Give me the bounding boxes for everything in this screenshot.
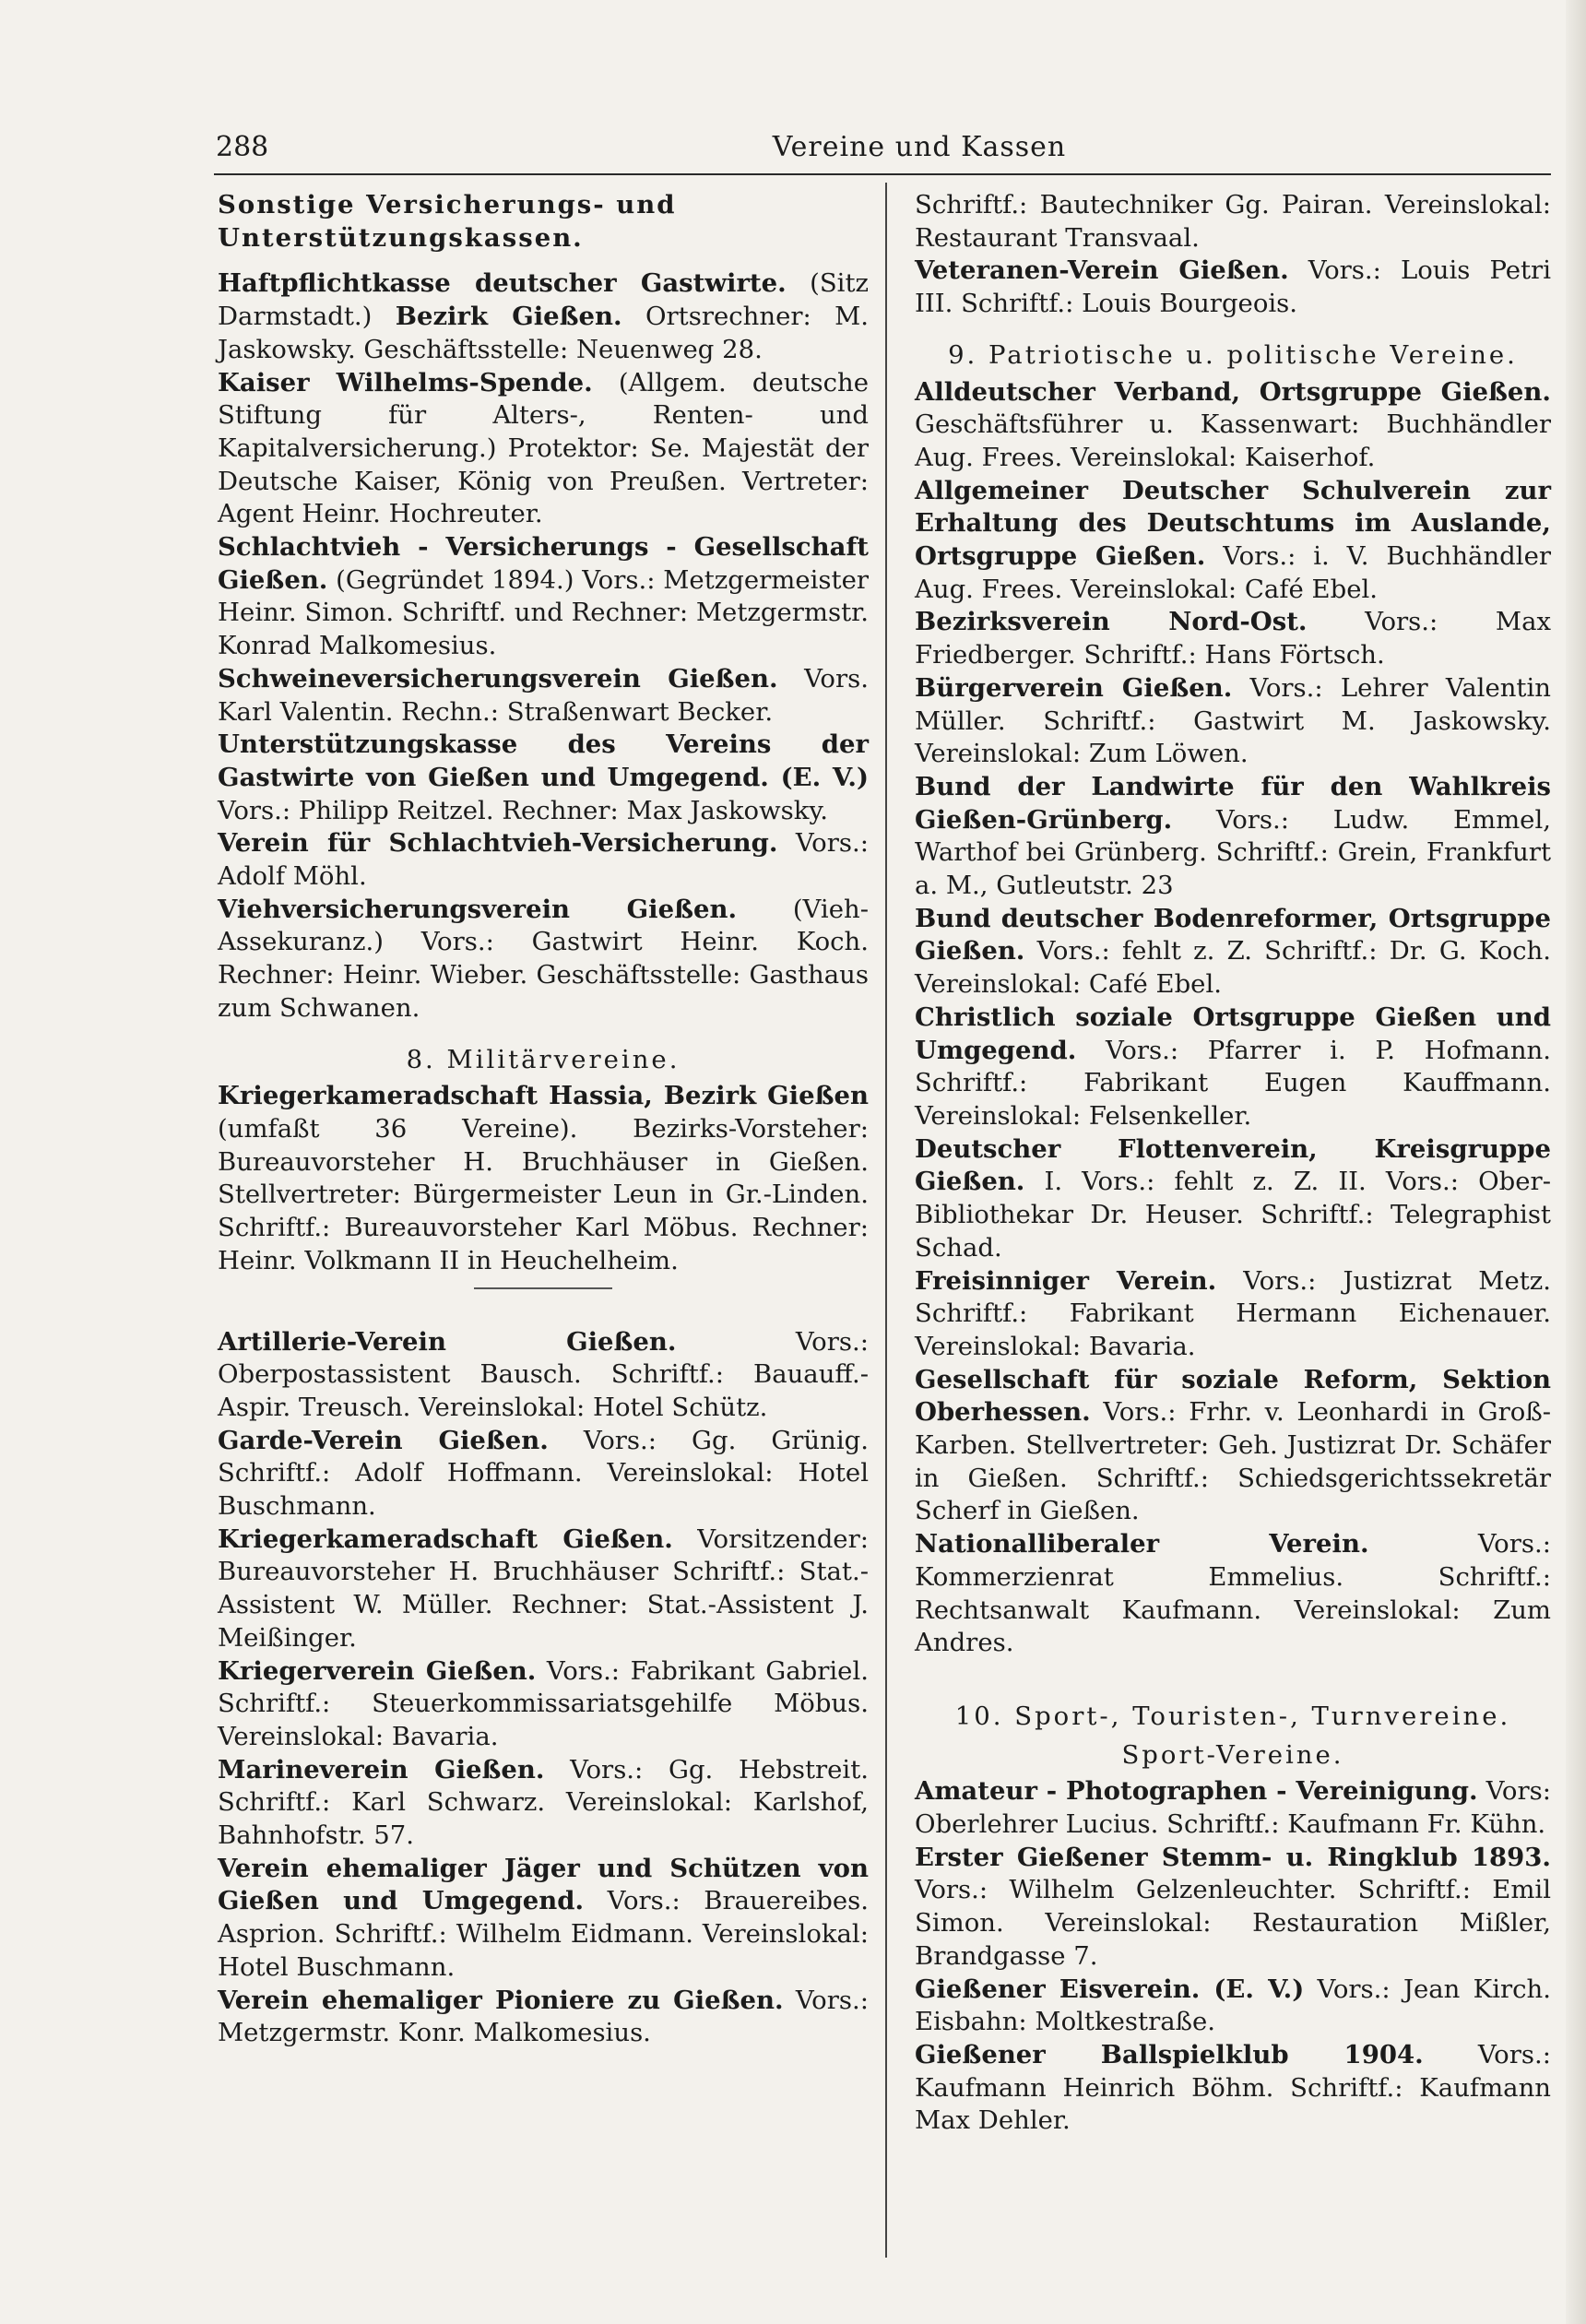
entry <box>915 475 1551 607</box>
entry-text: Vors.: Justizrat Metz. Schriftf.: Fabrikant Hermann Eichenauer. Vereinslokal: Bavaria. <box>915 1265 1551 1361</box>
entry-text: Vors.: Fabrikant Gabriel. Schriftf.: Steuerkommissariatsgehilfe Möbus. Vereinslokal: Bavaria. <box>218 1655 869 1751</box>
section-divider <box>474 1287 612 1289</box>
entry-text: Vorsitzender: Bureauvorsteher H. Bruchhäuser Schriftf.: Stat.-Assistent W. Müller. Rechner: Stat.-Assistent J. Meißinger. <box>218 1524 869 1653</box>
entry-text: Vors.: Gg. Grünig. Schriftf.: Adolf Hoffmann. Vereinslokal: Hotel Buschmann. <box>218 1425 869 1522</box>
entry-text: Vors.: Max Friedberger. Schriftf.: Hans Förtsch. <box>915 607 1551 670</box>
entry-title: Unterstützungskasse des Vereins der Gastwirte von Gießen und Umgegend. (E. V.) <box>218 729 869 792</box>
entry-text: (Allgem. deutsche Stiftung für Alters-, Renten- und Kapitalversicherung.) Protektor: Se. Majestät der Deutsche Kaiser, König von Preußen. Vertreter: Agent Heinr. Hochreuter. <box>218 367 870 529</box>
section-heading-military: 8. Militärvereine. <box>406 1044 681 1074</box>
entry-title: Allgemeiner Deutscher Schulverein zur Erhaltung des Deutschtums im Auslande, Ortsgruppe Gießen. <box>915 475 1551 572</box>
entry-title: Kriegerkameradschaft Hassia, Bezirk Gießen <box>218 1081 869 1111</box>
entry-title: Viehversicherungsverein Gießen. <box>218 894 738 924</box>
entry-title: Veteranen-Verein Gießen. <box>915 255 1289 286</box>
entry-text: Vors.: Gg. Hebstreit. Schriftf.: Karl Schwarz. Vereinslokal: Karlshof, Bahnhofstr. 57. <box>218 1754 869 1851</box>
entry <box>915 255 1551 320</box>
entry-title: Verein ehemaliger Jäger und Schützen von Gießen und Umgegend. <box>218 1853 869 1916</box>
entry <box>218 663 869 729</box>
subheading-sport-clubs: Sport-Vereine. <box>1121 1739 1344 1770</box>
entry <box>218 1425 869 1524</box>
entry-text: Vors.: Adolf Möhl. <box>218 828 869 892</box>
entry-title: Freisinniger Verein. <box>915 1265 1217 1296</box>
entry-title: Gießener Eisverein. (E. V.) <box>915 1974 1305 2004</box>
entry <box>915 2039 1551 2138</box>
entry-text: Vors.: Wilhelm Gelzenleuchter. Schriftf.: Emil Simon. Vereinslokal: Restauration Mißler, Brandgasse 7. <box>915 1875 1551 1971</box>
entry-text: Vors.: Ludw. Emmel, Warthof bei Grünberg. Schriftf.: Grein, Frankfurt a. M., Gutleutstr. 23 <box>915 804 1551 901</box>
entry-text: (umfaßt 36 Vereine). Bezirks-Vorsteher: Bureauvorsteher H. Bruchhäuser in Gießen. Stellvertreter: Bürgermeister Leun in Gr.-Linden. Schriftf.: Bureauvorsteher Karl Möbus. Rechner: Heinr. Volkmann II in Heuchelheim. <box>218 1113 869 1275</box>
column-divider <box>885 183 887 2258</box>
entry-text: Vors.: Metzgermstr. Konr. Malkomesius. <box>218 1985 869 2048</box>
entry <box>218 729 869 827</box>
entry <box>915 1364 1551 1529</box>
entry-text: Vors: Oberlehrer Lucius. Schriftf.: Kaufmann Fr. Kühn. <box>915 1776 1551 1840</box>
entry <box>915 376 1551 475</box>
entry-text: (Gegründet 1894.) Vors.: Metzgermeister Heinr. Simon. Schriftf. und Rechner: Metzgermstr. Konrad Malkomesius. <box>218 564 869 661</box>
entry <box>915 672 1551 771</box>
entry-text: Vors.: Jean Kirch. Eisbahn: Moltkestraße. <box>915 1974 1551 2037</box>
entry <box>218 1985 869 2050</box>
entry-title: Christlich soziale Ortsgruppe Gießen und Umgegend. <box>915 1002 1551 1065</box>
entry-text: Vors.: Lehrer Valentin Müller. Schriftf.: Gastwirt M. Jaskowsky. Vereinslokal: Zum Löwen. <box>915 672 1551 769</box>
entry-text: Vors.: Kommerzienrat Emmelius. Schriftf.: Rechtsanwalt Kaufmann. Vereinslokal: Zum Andres. <box>915 1529 1551 1658</box>
entry <box>218 1080 869 1277</box>
entry-text: Geschäftsführer u. Kassenwart: Buchhändler Aug. Frees. Vereinslokal: Kaiserhof. <box>915 409 1551 472</box>
entry <box>218 1754 869 1853</box>
entry-title: Marineverein Gießen. <box>218 1754 545 1784</box>
entry-title: Artillerie-Verein Gießen. <box>218 1326 677 1357</box>
entry-title: Alldeutscher Verband, Ortsgruppe Gießen. <box>915 376 1551 407</box>
entry <box>218 367 869 532</box>
entry-title: Verein für Schlachtvieh-Versicherung. <box>218 828 778 859</box>
page-edge <box>1566 0 1586 2324</box>
entry-text: (Sitz Darmstadt.) <box>218 268 869 332</box>
entry <box>915 1842 1551 1974</box>
entry-text: Vors.: Louis Petri III. Schriftf.: Louis Bourgeois. <box>915 255 1551 319</box>
entry-title: Schweineversicherungsverein Gießen. <box>218 663 778 694</box>
entry-title: Garde-Verein Gießen. <box>218 1425 549 1455</box>
entry-title: Amateur - Photographen - Vereinigung. <box>915 1776 1478 1807</box>
page-header <box>214 127 1551 168</box>
entry-text: Vors.: Oberpostassistent Bausch. Schriftf.: Bauauff.-Aspir. Treusch. Vereinslokal: Hotel Schütz. <box>218 1326 869 1422</box>
entry <box>218 267 869 366</box>
left-column <box>218 189 869 2050</box>
entry-title: Gesellschaft für soziale Reform, Sektion Oberhessen. <box>915 1364 1551 1428</box>
entry-title: Erster Gießener Stemm- u. Ringklub 1893. <box>915 1842 1551 1872</box>
entry <box>915 1265 1551 1364</box>
entry <box>218 1524 869 1655</box>
running-title: Vereine und Kassen <box>772 131 1067 163</box>
entry-continued: Schriftf.: Bautechniker Gg. Pairan. Vereinslokal: Restaurant Transvaal. <box>915 190 1551 253</box>
entry <box>218 827 869 893</box>
entry-title: Gießener Ballspielklub 1904. <box>915 2039 1424 2069</box>
entry <box>218 531 869 663</box>
entry <box>915 1133 1551 1265</box>
entry <box>915 1974 1551 2039</box>
entry-text: Vors.: Kaufmann Heinrich Böhm. Schriftf.: Kaufmann Max Dehler. <box>915 2039 1551 2136</box>
entry <box>915 903 1551 1002</box>
entry-title: Bürgerverein Gießen. <box>915 672 1233 703</box>
entry-text: Vors.: fehlt z. Z. Schriftf.: Dr. G. Koch. Vereinslokal: Café Ebel. <box>915 936 1551 1000</box>
entry-text: Vors.: Pfarrer i. P. Hofmann. Schriftf.: Fabrikant Eugen Kauffmann. Vereinslokal: Felsenkeller. <box>915 1035 1551 1131</box>
entry <box>915 771 1551 903</box>
entry-text: (Vieh-Assekuranz.) Vors.: Gastwirt Heinr. Koch. Rechner: Heinr. Wieber. Geschäftsstelle: Gasthaus zum Schwanen. <box>218 894 870 1023</box>
entry-text: Ortsrechner: M. Jaskowsky. Geschäftsstelle: Neuenweg 28. <box>218 302 870 364</box>
entry-text: Vors. Karl Valentin. Rechn.: Straßenwart Becker. <box>218 663 869 727</box>
entry-title: Bezirksverein Nord-Ost. <box>915 607 1308 637</box>
page-number: 288 <box>216 131 269 163</box>
right-column <box>915 189 1551 2138</box>
entry-title: Schlachtvieh - Versicherungs - Gesellschaft Gießen. <box>218 532 869 595</box>
entry <box>915 1528 1551 1660</box>
entry <box>218 1853 869 1985</box>
entry-title: Deutscher Flottenverein, Kreisgruppe Gießen. <box>915 1133 1551 1197</box>
entry <box>915 606 1551 671</box>
entry-text: Vors.: Frhr. v. Leonhardi in Groß-Karben. Stellvertreter: Geh. Justizrat Dr. Schäfer in Gießen. Schriftf.: Schiedsgerichtssekretär Scherf in Gießen. <box>915 1397 1551 1526</box>
entry <box>915 1002 1551 1133</box>
section-heading-sport: 10. Sport-, Touristen-, Turnvereine. <box>954 1701 1511 1731</box>
entry-title: Bund deutscher Bodenreformer, Ortsgruppe Gießen. <box>915 903 1551 966</box>
entry-text: I. Vors.: fehlt z. Z. II. Vors.: Ober-Bibliothekar Dr. Heuser. Schriftf.: Telegraphist Schad. <box>915 1167 1551 1263</box>
entry-title: Bund der Landwirte für den Wahlkreis Gießen-Grünberg. <box>915 771 1551 835</box>
header-rule <box>214 173 1551 175</box>
entry-text: Vors.: Brauereibes. Asprion. Schriftf.: Wilhelm Eidmann. Vereinslokal: Hotel Buschmann. <box>218 1886 869 1982</box>
entry <box>915 1775 1551 1841</box>
entry-title: Kriegerverein Gießen. <box>218 1655 537 1686</box>
entry <box>218 1326 869 1425</box>
entry-title: Haftpflichtkasse deutscher Gastwirte. <box>218 268 787 299</box>
entry-title: Nationalliberaler Verein. <box>915 1529 1369 1559</box>
entry-title: Bezirk Gießen. <box>395 302 622 332</box>
entry-text: Vors.: i. V. Buchhändler Aug. Frees. Vereinslokal: Café Ebel. <box>915 541 1551 604</box>
entry <box>218 894 869 1026</box>
section-heading-insurance: Sonstige Versicherungs- und Unterstützungskassen. <box>218 190 677 253</box>
entry-title: Kaiser Wilhelms-Spende. <box>218 367 593 397</box>
entry-title: Kriegerkameradschaft Gießen. <box>218 1524 673 1554</box>
section-heading-political: 9. Patriotische u. politische Vereine. <box>948 339 1518 370</box>
entry <box>218 1655 869 1754</box>
entry-text: Vors.: Philipp Reitzel. Rechner: Max Jaskowsky. <box>218 795 829 825</box>
entry-title: Verein ehemaliger Pioniere zu Gießen. <box>218 1985 784 2015</box>
